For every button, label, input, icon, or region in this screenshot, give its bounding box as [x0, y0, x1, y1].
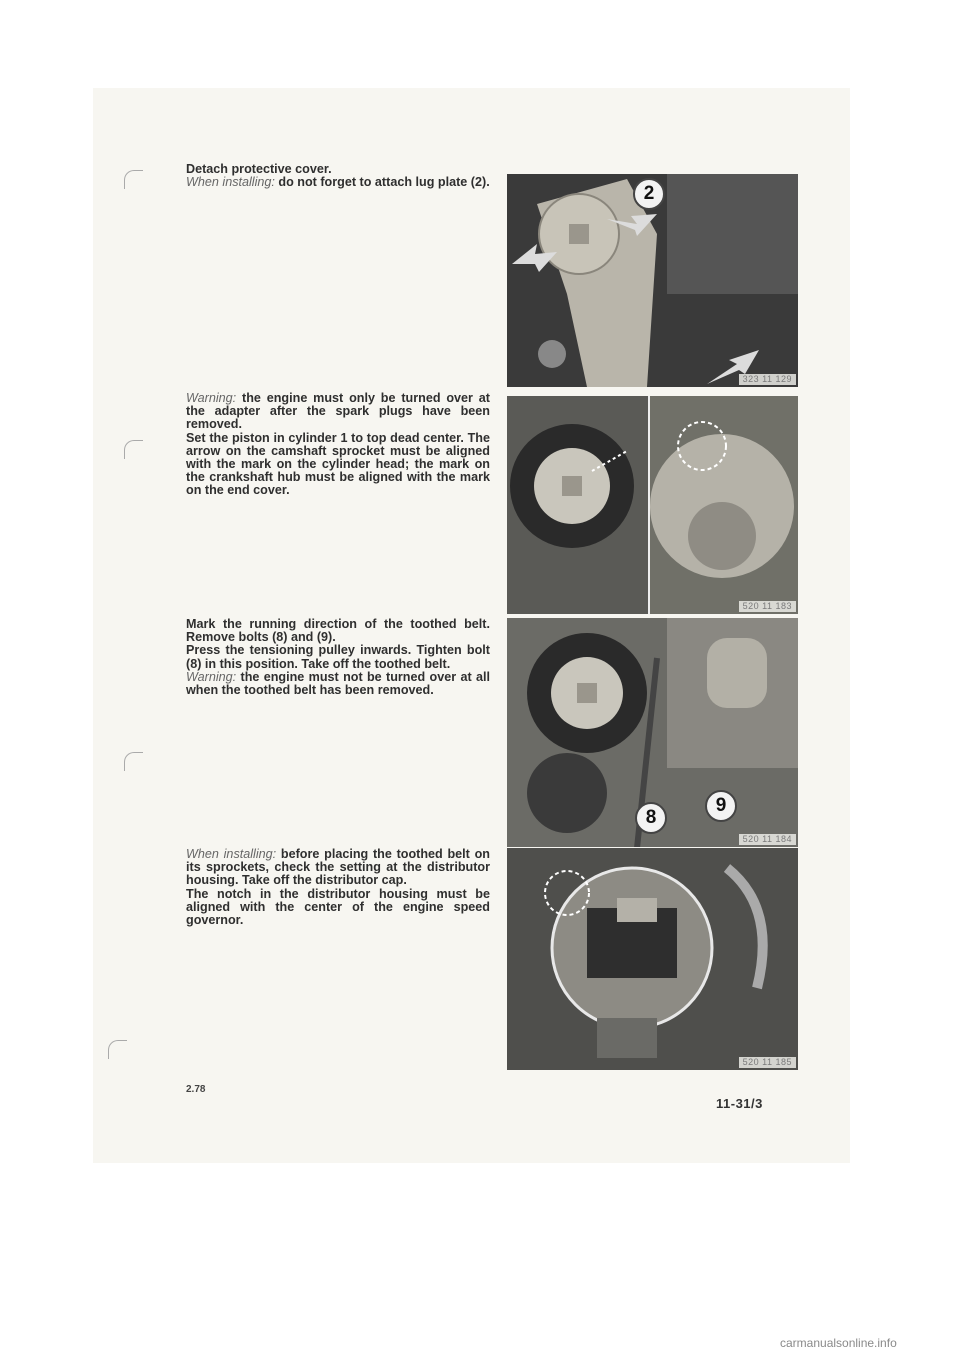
punch-mark	[108, 1040, 127, 1059]
para-warning-belt: Warning: the engine must not be turned over at all when the toothed belt has been removed.	[186, 669, 490, 698]
photo-protective-cover	[507, 174, 798, 387]
para-press-pulley: Press the tensioning pulley inwards. Tighten bolt (8) in this position. Take off the toothed belt.	[186, 643, 490, 671]
watermark-text: carmanualsonline.info	[780, 1336, 897, 1350]
para-set-piston: Set the piston in cylinder 1 to top dead center. The arrow on the camshaft sprocket must be aligned with the mark on the cylinder head; the mark on the crankshaft hub must be aligned with the mark on the end cover.	[186, 430, 490, 498]
text-block-belt	[186, 618, 490, 697]
punch-mark	[124, 170, 143, 189]
callout-8: 8	[635, 802, 667, 834]
text-block-distributor	[186, 848, 490, 927]
footer-date: 2.78	[186, 1084, 206, 1095]
photo-distributor	[507, 848, 798, 1070]
para-mark-direction: Mark the running direction of the toothed belt. Remove bolts (8) and (9).	[186, 617, 490, 645]
footer-page-number: 11-31/3	[716, 1096, 763, 1111]
callout-2: 2	[633, 178, 665, 210]
callout-9: 9	[705, 790, 737, 822]
text-block-tdc	[186, 392, 490, 498]
sprocket-illustration	[507, 396, 798, 614]
photo-belt-bolts	[507, 618, 798, 847]
photo-label: 520 11 184	[739, 834, 796, 845]
para-installing-lug: When installing: do not forget to attach lug plate (2).	[186, 175, 490, 190]
photo-label: 520 11 183	[739, 601, 796, 612]
para-installing-belt: When installing: before placing the toothed belt on its sprockets, check the setting at the distributor housing. Take off the distributor cap.	[186, 847, 490, 888]
text-block-cover	[186, 163, 490, 189]
photo-label: 323 11 129	[739, 374, 796, 385]
photo-label: 520 11 185	[739, 1057, 796, 1068]
photo-sprocket-marks	[507, 396, 798, 614]
punch-mark	[124, 752, 143, 771]
para-notch: The notch in the distributor housing must be aligned with the center of the engine speed governor.	[186, 886, 490, 928]
distributor-illustration	[507, 848, 798, 1070]
para-warning-turn: Warning: the engine must only be turned over at the adapter after the spark plugs have been removed.	[186, 391, 490, 432]
para-detach: Detach protective cover.	[186, 162, 332, 176]
punch-mark	[124, 440, 143, 459]
